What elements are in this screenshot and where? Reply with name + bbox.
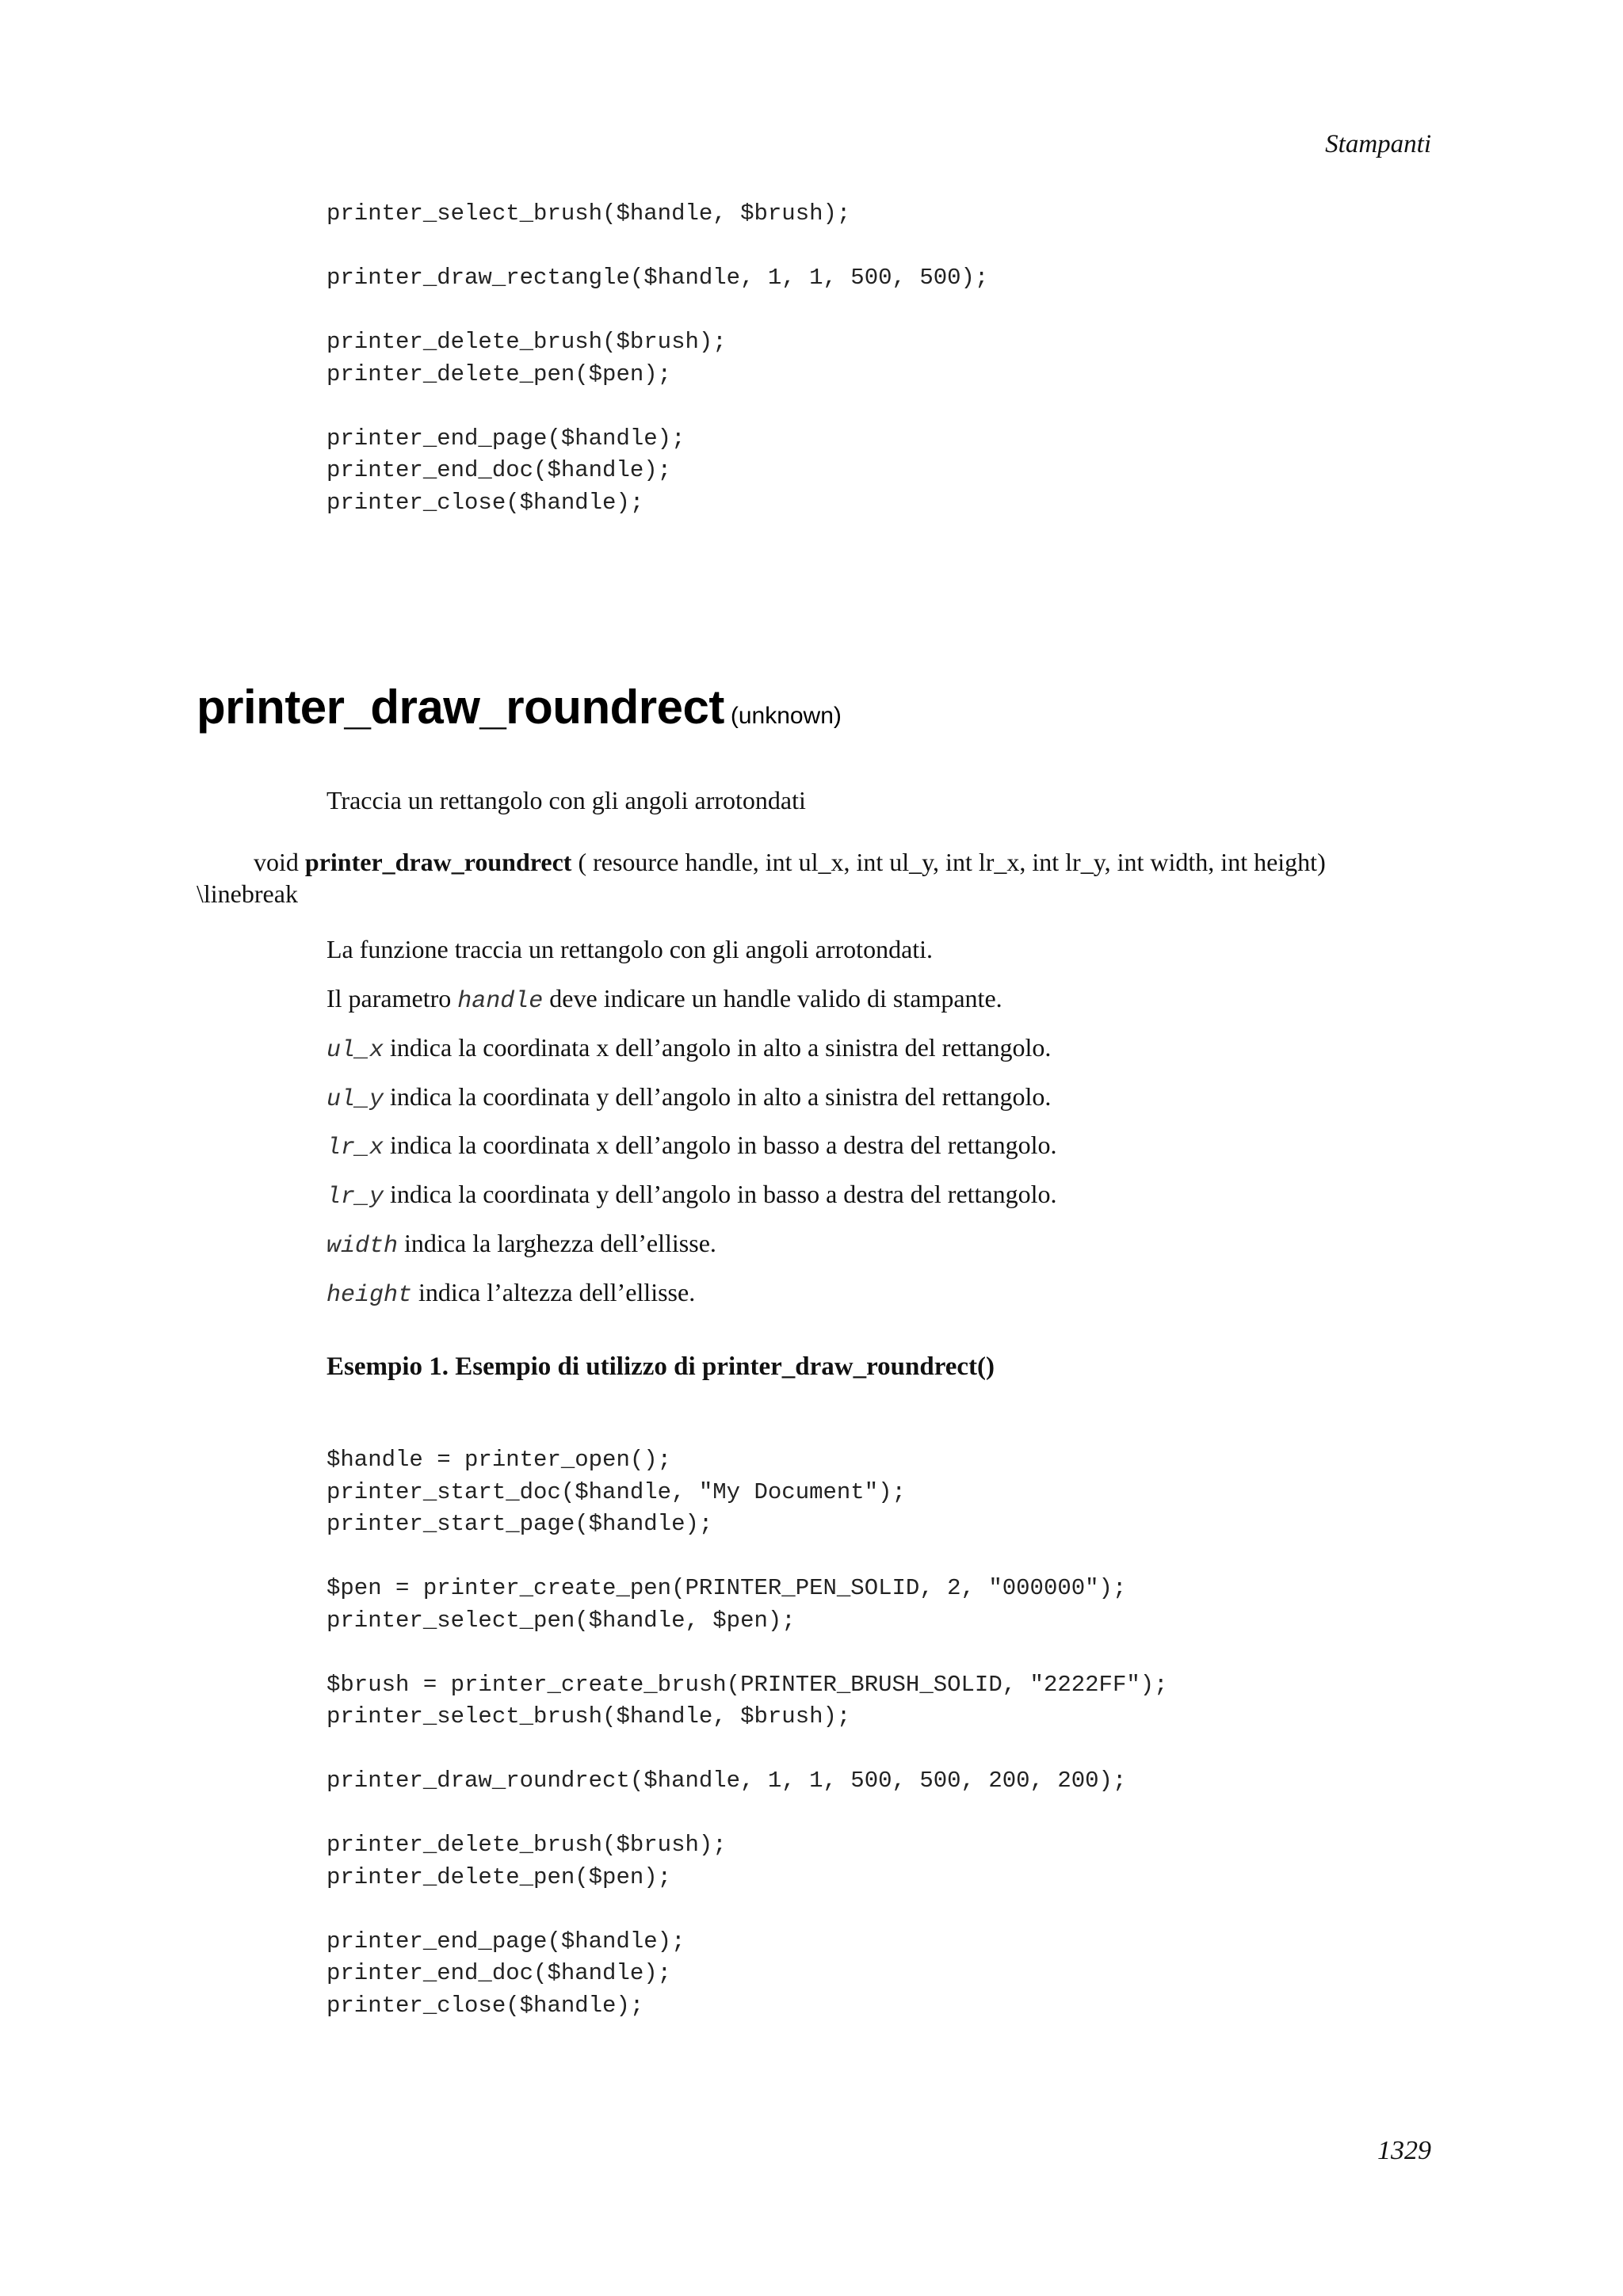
param-handle-prefix: Il parametro [327,984,452,1013]
synopsis-linebreak: \linebreak [197,879,298,908]
code-line: printer_draw_roundrect($handle, 1, 1, 500, 500, 200, 200); [327,1768,1127,1794]
code-line: printer_draw_rectangle($handle, 1, 1, 500, 500); [327,265,989,291]
code-line: printer_start_page($handle); [327,1511,713,1537]
param-name: ul_y [327,1086,384,1113]
synopsis-params: ( resource handle, int ul_x, int ul_y, int lr_x, int lr_y, int width, int height) [578,848,1326,876]
function-title [197,680,842,734]
param-handle-name: handle [457,988,544,1015]
code-line [327,295,988,327]
param-desc: indica la coordinata x dell’angolo in alto a sinistra del rettangolo. [390,1033,1052,1062]
code-line: printer_select_brush($handle, $brush); [327,1703,851,1730]
code-line: printer_delete_brush($brush); [327,1832,727,1858]
function-name: printer_draw_roundrect [197,681,724,734]
code-line [327,231,988,263]
function-version: (unknown) [730,703,842,729]
code-line [327,1733,1168,1766]
code-line: printer_select_pen($handle, $pen); [327,1607,796,1634]
param-name: height [327,1282,413,1309]
code-line [327,1894,1168,1926]
example-title: Esempio 1. Esempio di utilizzo di printer_draw_roundrect() [327,1352,995,1381]
param-ul-x-description [327,1032,1051,1066]
code-line [327,1541,1168,1573]
param-lr-y-description [327,1178,1057,1213]
code-line: printer_delete_pen($pen); [327,360,672,387]
code-line: printer_delete_brush($brush); [327,329,727,355]
code-line [327,1798,1168,1830]
code-line: printer_select_brush($handle, $brush); [327,200,851,227]
synopsis-return-type: void [254,848,299,876]
running-header: Stampanti [1325,130,1431,158]
param-lr-x-description [327,1129,1057,1164]
param-handle-description [327,982,1002,1017]
code-line: printer_delete_pen($pen); [327,1863,672,1890]
code-line: printer_close($handle); [327,1992,644,2019]
page-number: 1329 [1377,2136,1431,2165]
code-line: printer_end_page($handle); [327,425,685,452]
param-desc: indica l’altezza dell’ellisse. [418,1278,696,1306]
code-line [327,391,988,423]
code-line: printer_end_doc($handle); [327,1960,672,1986]
synopsis-function-name: printer_draw_roundrect [304,848,572,876]
code-line: $handle = printer_open(); [327,1447,672,1473]
function-purpose: Traccia un rettangolo con gli angoli arrotondati [327,786,806,814]
param-handle-suffix: deve indicare un handle valido di stampante. [549,984,1002,1013]
code-block-previous-example [327,198,988,519]
param-name: ul_x [327,1037,384,1064]
code-block-example [327,1444,1168,2022]
code-line: printer_end_doc($handle); [327,457,672,483]
function-synopsis [197,846,1431,910]
param-name: lr_y [327,1184,384,1211]
code-line: printer_start_doc($handle, "My Document"); [327,1478,906,1505]
param-desc: indica la larghezza dell’ellisse. [404,1229,716,1257]
param-desc: indica la coordinata x dell’angolo in basso a destra del rettangolo. [390,1131,1057,1159]
param-ul-y-description [327,1081,1051,1116]
code-line: $pen = printer_create_pen(PRINTER_PEN_SOLID, 2, "000000"); [327,1575,1127,1601]
param-name: lr_x [327,1135,384,1161]
code-line: $brush = printer_create_brush(PRINTER_BRUSH_SOLID, "2222FF"); [327,1671,1168,1698]
param-height-description [327,1276,695,1311]
code-line: printer_close($handle); [327,489,644,516]
param-name: width [327,1233,399,1260]
param-width-description [327,1227,716,1262]
param-desc: indica la coordinata y dell’angolo in basso a destra del rettangolo. [390,1180,1057,1208]
code-line: printer_end_page($handle); [327,1928,685,1955]
code-line [327,1637,1168,1669]
description-paragraph: La funzione traccia un rettangolo con gli angoli arrotondati. [327,935,934,963]
param-desc: indica la coordinata y dell’angolo in alto a sinistra del rettangolo. [390,1082,1052,1111]
